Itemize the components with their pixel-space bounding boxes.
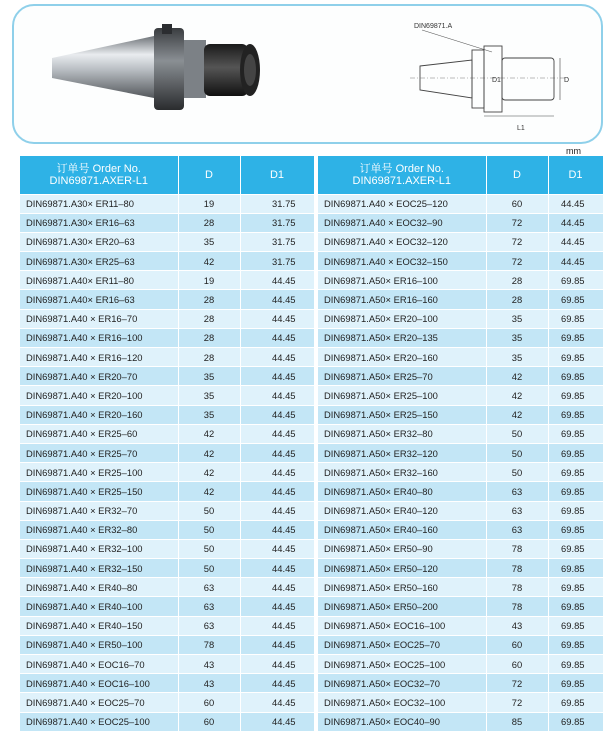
order-number-right: DIN69871.A50× ER20–160 [318,348,486,367]
order-number-left: DIN69871.A30× ER25–63 [20,252,178,271]
d1-value-left: 44.45 [240,674,314,693]
table-row [20,424,603,443]
d-value-left: 42 [178,424,240,443]
order-number-left: DIN69871.A30× ER11–80 [20,194,178,213]
d1-value-right: 69.85 [548,597,603,616]
d-value-left: 28 [178,309,240,328]
drawing-dim-l1: L1 [517,125,525,132]
d1-value-left: 44.45 [240,501,314,520]
order-number-right: DIN69871.A50× ER50–200 [318,597,486,616]
d1-value-left: 44.45 [240,616,314,635]
d-value-right: 42 [486,405,548,424]
d-value-left: 28 [178,348,240,367]
d1-value-right: 69.85 [548,712,603,731]
d1-value-right: 44.45 [548,194,603,213]
d-value-left: 19 [178,271,240,290]
table-row [20,712,603,731]
d1-value-left: 44.45 [240,655,314,674]
d-value-left: 28 [178,290,240,309]
d1-value-left: 44.45 [240,597,314,616]
d1-value-left: 31.75 [240,232,314,251]
order-number-right: DIN69871.A50× ER32–120 [318,443,486,462]
table-row [20,463,603,482]
table-row [20,213,603,232]
d-value-right: 78 [486,597,548,616]
d1-value-right: 69.85 [548,443,603,462]
d-value-right: 72 [486,674,548,693]
d1-value-left: 44.45 [240,424,314,443]
order-number-left: DIN69871.A40 × ER25–100 [20,463,178,482]
d1-value-right: 69.85 [548,693,603,712]
d1-value-right: 69.85 [548,674,603,693]
d-value-left: 28 [178,213,240,232]
d1-value-left: 31.75 [240,213,314,232]
order-number-left: DIN69871.A40 × EOC16–100 [20,674,178,693]
table-row [20,655,603,674]
product-image-panel [12,4,603,144]
order-number-left: DIN69871.A40 × EOC25–100 [20,712,178,731]
order-number-right: DIN69871.A40 × EOC32–90 [318,213,486,232]
table-row [20,559,603,578]
drawing-dim-d1: D1 [492,77,501,84]
d-value-right: 35 [486,348,548,367]
order-number-left: DIN69871.A40 × ER16–70 [20,309,178,328]
table-row [20,443,603,462]
d-value-left: 42 [178,252,240,271]
table-row [20,482,603,501]
d-value-right: 60 [486,635,548,654]
d1-value-right: 69.85 [548,271,603,290]
header-d-left: D [178,156,240,194]
order-number-left: DIN69871.A40 × ER16–100 [20,328,178,347]
table-row [20,405,603,424]
d1-value-right: 69.85 [548,559,603,578]
d1-value-right: 44.45 [548,232,603,251]
order-number-left: DIN69871.A40 × ER40–150 [20,616,178,635]
d1-value-left: 44.45 [240,405,314,424]
d-value-right: 50 [486,463,548,482]
order-number-right: DIN69871.A50× ER40–80 [318,482,486,501]
header-order-cn-left: 订单号 Order No. [56,162,141,175]
d1-value-right: 69.85 [548,424,603,443]
d1-value-left: 44.45 [240,271,314,290]
d1-value-left: 44.45 [240,578,314,597]
order-number-left: DIN69871.A40 × ER40–80 [20,578,178,597]
d-value-right: 63 [486,482,548,501]
d-value-right: 78 [486,559,548,578]
table-row [20,252,603,271]
d-value-left: 35 [178,405,240,424]
d1-value-left: 44.45 [240,712,314,731]
order-number-right: DIN69871.A50× ER16–160 [318,290,486,309]
d1-value-left: 44.45 [240,328,314,347]
table-row [20,271,603,290]
table-row [20,328,603,347]
d1-value-left: 44.45 [240,482,314,501]
order-number-right: DIN69871.A40 × EOC32–120 [318,232,486,251]
d-value-right: 42 [486,367,548,386]
d-value-left: 50 [178,539,240,558]
order-number-right: DIN69871.A50× ER25–150 [318,405,486,424]
table-row [20,635,603,654]
header-order-model-left: DIN69871.AXER-L1 [49,174,148,187]
d-value-right: 43 [486,616,548,635]
d-value-right: 50 [486,443,548,462]
table-row [20,520,603,539]
order-number-right: DIN69871.A50× ER20–100 [318,309,486,328]
order-number-right: DIN69871.A50× ER40–160 [318,520,486,539]
order-number-left: DIN69871.A40 × ER32–150 [20,559,178,578]
table-row [20,597,603,616]
order-number-right: DIN69871.A50× ER50–90 [318,539,486,558]
header-order-right [318,156,486,194]
d-value-left: 50 [178,520,240,539]
order-number-left: DIN69871.A40× ER16–63 [20,290,178,309]
d1-value-right: 69.85 [548,348,603,367]
order-number-right: DIN69871.A50× EOC32–100 [318,693,486,712]
order-number-left: DIN69871.A40 × ER32–80 [20,520,178,539]
order-number-right: DIN69871.A50× EOC40–90 [318,712,486,731]
d-value-left: 63 [178,578,240,597]
d-value-left: 35 [178,386,240,405]
d1-value-left: 44.45 [240,559,314,578]
technical-drawing [392,20,602,140]
d-value-right: 72 [486,693,548,712]
order-number-right: DIN69871.A50× ER20–135 [318,328,486,347]
order-number-left: DIN69871.A40 × ER50–100 [20,635,178,654]
order-number-left: DIN69871.A40× ER11–80 [20,271,178,290]
d1-value-right: 69.85 [548,463,603,482]
d-value-left: 42 [178,443,240,462]
d-value-right: 50 [486,424,548,443]
order-number-left: DIN69871.A40 × ER25–60 [20,424,178,443]
order-number-right: DIN69871.A40 × EOC25–120 [318,194,486,213]
order-number-left: DIN69871.A40 × ER20–100 [20,386,178,405]
order-number-right: DIN69871.A50× EOC32–70 [318,674,486,693]
d-value-left: 50 [178,559,240,578]
d-value-left: 19 [178,194,240,213]
table-row [20,348,603,367]
order-number-right: DIN69871.A50× ER25–100 [318,386,486,405]
d1-value-right: 69.85 [548,309,603,328]
unit-label: mm [566,146,581,156]
d-value-left: 60 [178,693,240,712]
order-number-right: DIN69871.A50× ER50–120 [318,559,486,578]
d1-value-right: 69.85 [548,405,603,424]
order-number-left: DIN69871.A30× ER16–63 [20,213,178,232]
d-value-right: 35 [486,328,548,347]
d-value-left: 63 [178,616,240,635]
table-row [20,578,603,597]
d1-value-left: 44.45 [240,348,314,367]
d-value-right: 85 [486,712,548,731]
order-number-left: DIN69871.A40 × EOC16–70 [20,655,178,674]
d1-value-left: 44.45 [240,309,314,328]
order-number-right: DIN69871.A50× ER32–160 [318,463,486,482]
d-value-right: 72 [486,252,548,271]
header-d-right: D [486,156,548,194]
d1-value-right: 44.45 [548,252,603,271]
d1-value-right: 69.85 [548,578,603,597]
d1-value-left: 44.45 [240,463,314,482]
header-order-model-right: DIN69871.AXER-L1 [352,174,451,187]
table-row [20,194,603,213]
order-number-right: DIN69871.A50× EOC25–100 [318,655,486,674]
order-number-right: DIN69871.A50× ER16–100 [318,271,486,290]
d1-value-left: 44.45 [240,539,314,558]
d1-value-right: 69.85 [548,655,603,674]
table-row [20,616,603,635]
d1-value-right: 69.85 [548,501,603,520]
d1-value-left: 44.45 [240,386,314,405]
d-value-left: 63 [178,597,240,616]
d-value-right: 28 [486,271,548,290]
d-value-left: 50 [178,501,240,520]
table-row [20,367,603,386]
table-row [20,290,603,309]
d1-value-left: 31.75 [240,194,314,213]
order-number-right: DIN69871.A50× EOC16–100 [318,616,486,635]
order-number-right: DIN69871.A40 × EOC32–150 [318,252,486,271]
d-value-left: 60 [178,712,240,731]
d-value-right: 28 [486,290,548,309]
d1-value-right: 69.85 [548,386,603,405]
header-order-cn-right: 订单号 Order No. [359,162,444,175]
d1-value-right: 69.85 [548,539,603,558]
tool-holder-photo [44,14,274,126]
d-value-right: 35 [486,309,548,328]
spec-table [20,156,603,732]
table-row [20,501,603,520]
table-row [20,386,603,405]
order-number-left: DIN69871.A40 × ER20–70 [20,367,178,386]
d-value-right: 60 [486,194,548,213]
header-d1-right: D1 [548,156,603,194]
order-number-right: DIN69871.A50× ER50–160 [318,578,486,597]
order-number-right: DIN69871.A50× ER32–80 [318,424,486,443]
order-number-right: DIN69871.A50× ER25–70 [318,367,486,386]
table-row [20,674,603,693]
drawing-callout: DIN69871.A [414,23,453,30]
d-value-left: 42 [178,482,240,501]
d1-value-left: 44.45 [240,367,314,386]
drawing-dim-d: D [564,77,570,84]
d-value-left: 78 [178,635,240,654]
order-number-left: DIN69871.A40 × EOC25–70 [20,693,178,712]
d1-value-right: 69.85 [548,290,603,309]
d-value-right: 63 [486,501,548,520]
d1-value-right: 69.85 [548,616,603,635]
table-row [20,693,603,712]
table-row [20,539,603,558]
order-number-left: DIN69871.A30× ER20–63 [20,232,178,251]
order-number-left: DIN69871.A40 × ER32–100 [20,539,178,558]
d-value-right: 60 [486,655,548,674]
d-value-right: 63 [486,520,548,539]
d1-value-left: 31.75 [240,252,314,271]
d1-value-right: 69.85 [548,367,603,386]
d-value-right: 72 [486,232,548,251]
table-row [20,309,603,328]
order-number-right: DIN69871.A50× ER40–120 [318,501,486,520]
d-value-left: 43 [178,655,240,674]
d1-value-left: 44.45 [240,443,314,462]
table-header-row [20,156,603,194]
d-value-right: 78 [486,539,548,558]
d1-value-right: 69.85 [548,482,603,501]
d-value-left: 42 [178,463,240,482]
d1-value-right: 69.85 [548,520,603,539]
header-d1-left: D1 [240,156,314,194]
d-value-right: 78 [486,578,548,597]
header-order-left [20,156,178,194]
d-value-left: 35 [178,367,240,386]
order-number-left: DIN69871.A40 × ER20–160 [20,405,178,424]
table-body [20,194,603,731]
d-value-left: 28 [178,328,240,347]
d-value-left: 35 [178,232,240,251]
order-number-left: DIN69871.A40 × ER25–150 [20,482,178,501]
d1-value-left: 44.45 [240,635,314,654]
order-number-left: DIN69871.A40 × ER25–70 [20,443,178,462]
d-value-left: 43 [178,674,240,693]
d1-value-right: 44.45 [548,213,603,232]
d1-value-left: 44.45 [240,290,314,309]
d1-value-left: 44.45 [240,693,314,712]
order-number-left: DIN69871.A40 × ER40–100 [20,597,178,616]
d-value-right: 72 [486,213,548,232]
d1-value-right: 69.85 [548,635,603,654]
d-value-right: 42 [486,386,548,405]
table-row [20,232,603,251]
order-number-right: DIN69871.A50× EOC25–70 [318,635,486,654]
order-number-left: DIN69871.A40 × ER32–70 [20,501,178,520]
d1-value-left: 44.45 [240,520,314,539]
order-number-left: DIN69871.A40 × ER16–120 [20,348,178,367]
d1-value-right: 69.85 [548,328,603,347]
